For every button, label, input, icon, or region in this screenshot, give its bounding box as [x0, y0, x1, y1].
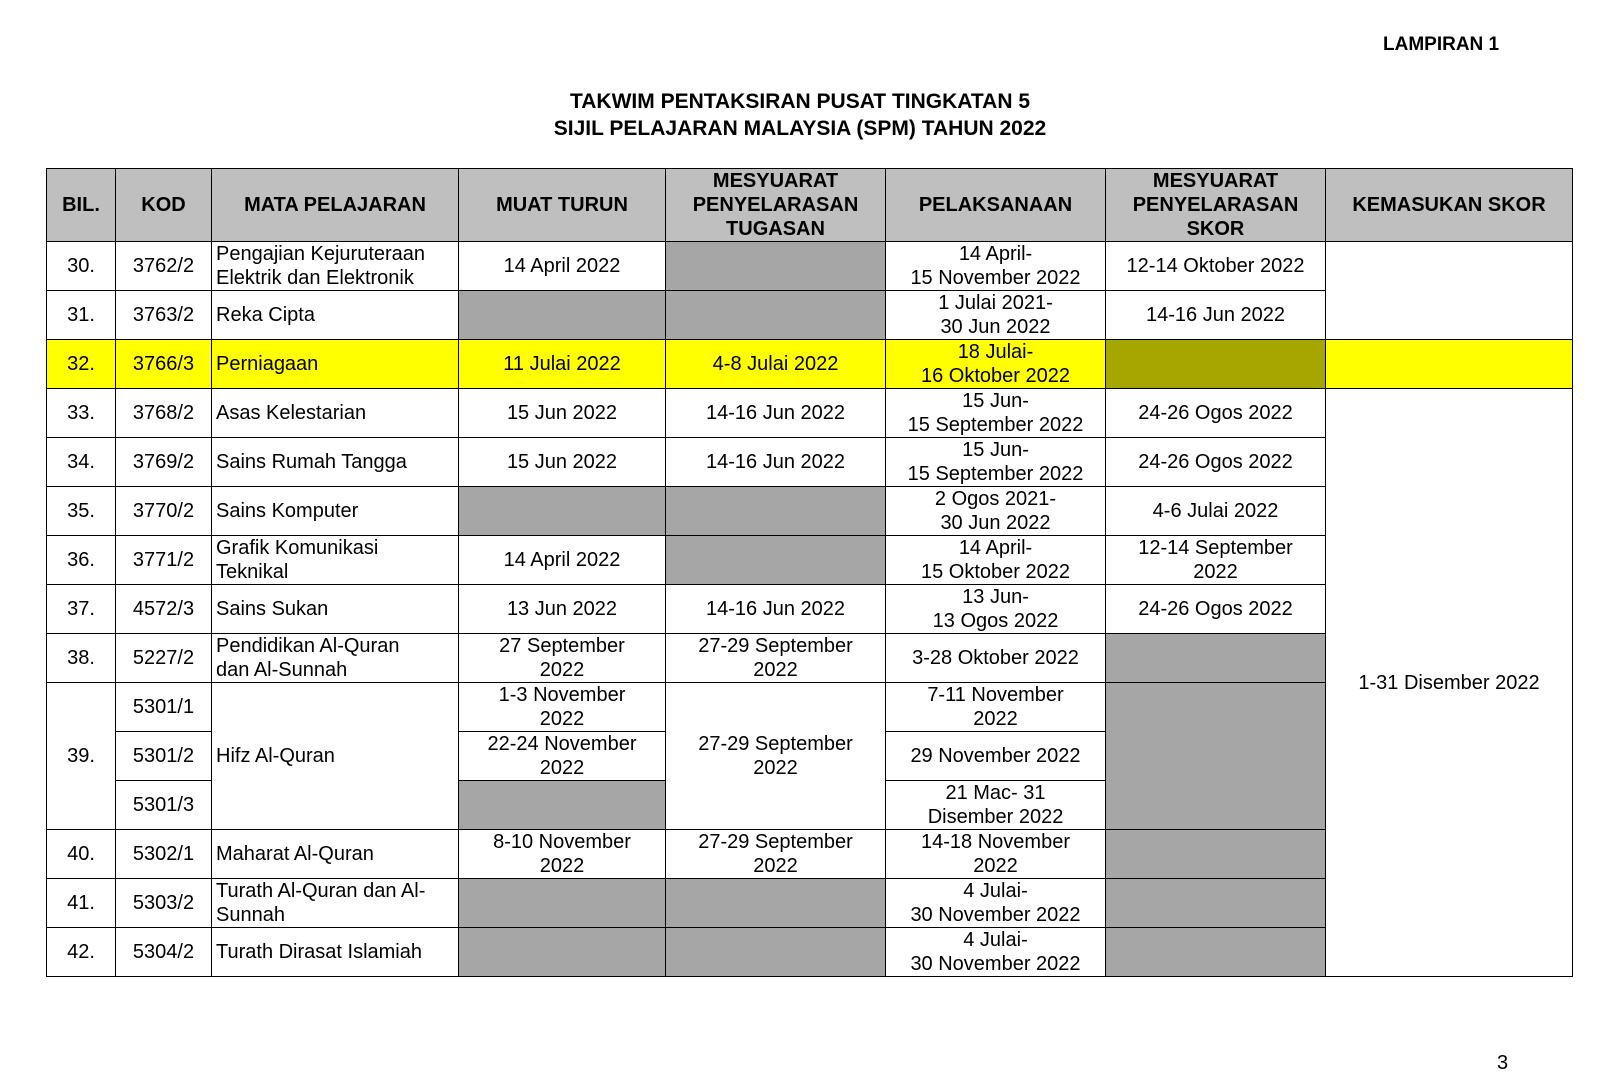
cell-line: Reka Cipta [216, 304, 315, 326]
cell-line: 30 Jun 2022 [940, 316, 1051, 338]
cell-line: 3770/2 [132, 500, 195, 522]
cell-line: 36. [67, 549, 95, 571]
header-bil: BIL. [47, 169, 116, 242]
cell-pelaksanaan [886, 291, 1106, 340]
cell-line: dan Al-Sunnah [216, 659, 348, 681]
cell-line: 32. [67, 353, 95, 375]
cell-mesyuarat-skor [1106, 634, 1326, 683]
cell-mata-pelajaran [212, 536, 459, 585]
cell-line: 12-14 September [1138, 537, 1293, 559]
cell-mesyuarat-tugasan [666, 389, 886, 438]
cell-muat-turun [459, 389, 666, 438]
cell-line: 18 Julai- [957, 341, 1034, 363]
cell-line: 2022 [753, 659, 798, 681]
cell-kod [116, 438, 212, 487]
cell-line: 41. [67, 892, 95, 914]
cell-line: 15 Oktober 2022 [921, 561, 1070, 583]
cell-kod [116, 585, 212, 634]
cell-line: 27-29 September [698, 831, 853, 853]
cell-mesyuarat-skor [1106, 389, 1326, 438]
cell-mata-pelajaran [212, 634, 459, 683]
cell-bil [47, 242, 116, 291]
cell-line: 27-29 September [698, 635, 853, 657]
cell-line: Sains Komputer [216, 500, 359, 522]
cell-line: Grafik Komunikasi [216, 537, 379, 559]
cell-line: 16 Oktober 2022 [921, 365, 1070, 387]
cell-line: 3766/3 [132, 353, 195, 375]
cell-mata-pelajaran [212, 438, 459, 487]
cell-muat-turun [459, 585, 666, 634]
cell-line: 15 November 2022 [910, 267, 1081, 289]
cell-line: 38. [67, 647, 95, 669]
cell-kod [116, 242, 212, 291]
cell-line: Sains Rumah Tangga [216, 451, 407, 473]
cell-line: 3769/2 [132, 451, 195, 473]
cell-bil [47, 340, 116, 389]
assessment-calendar-table [46, 168, 1573, 977]
cell-line: Disember 2022 [927, 806, 1064, 828]
cell-mesyuarat-tugasan [666, 830, 886, 879]
cell-kod [116, 634, 212, 683]
cell-mesyuarat-skor [1106, 487, 1326, 536]
cell-line: 5304/2 [132, 941, 195, 963]
cell-line: Perniagaan [216, 353, 319, 375]
cell-muat-turun [459, 781, 666, 830]
cell-pelaksanaan [886, 340, 1106, 389]
cell-bil [47, 634, 116, 683]
header-line: MESYUARAT [1152, 170, 1279, 192]
cell-muat-turun [459, 438, 666, 487]
cell-bil [47, 830, 116, 879]
cell-line: 4-8 Julai 2022 [712, 353, 839, 375]
cell-line: 3771/2 [132, 549, 195, 571]
cell-bil [47, 291, 116, 340]
cell-pelaksanaan [886, 732, 1106, 781]
cell-pelaksanaan [886, 242, 1106, 291]
cell-kod [116, 928, 212, 977]
cell-pelaksanaan [886, 585, 1106, 634]
cell-line: Hifz Al-Quran [216, 745, 335, 767]
header-line: PENYELARASAN [692, 194, 859, 216]
cell-line: 14 April- [958, 537, 1033, 559]
cell-line: 39. [67, 745, 95, 767]
cell-line: Turath Dirasat Islamiah [216, 941, 422, 963]
cell-pelaksanaan [886, 438, 1106, 487]
cell-kemasukan-skor-highlight [1326, 340, 1573, 389]
cell-line: 15 Jun 2022 [506, 451, 618, 473]
cell-line: 3-28 Oktober 2022 [912, 647, 1079, 669]
cell-line: 14-16 Jun 2022 [705, 598, 845, 620]
header-mesyuarat-skor [1106, 169, 1326, 242]
title-line-2: SIJIL PELAJARAN MALAYSIA (SPM) TAHUN 2022 [553, 117, 1047, 140]
cell-bil [47, 389, 116, 438]
cell-line: 4 Julai- [963, 880, 1028, 902]
header-mesyuarat-tugasan [666, 169, 886, 242]
cell-muat-turun [459, 732, 666, 781]
cell-mesyuarat-tugasan [666, 291, 886, 340]
cell-line: 1-3 November [498, 684, 626, 706]
cell-line: 34. [67, 451, 95, 473]
cell-line: 5303/2 [132, 892, 195, 914]
cell-kod [116, 536, 212, 585]
cell-line: Maharat Al-Quran [216, 843, 374, 865]
cell-line: 13 Jun 2022 [506, 598, 618, 620]
cell-mata-pelajaran [212, 389, 459, 438]
cell-line: 14-16 Jun 2022 [705, 451, 845, 473]
cell-pelaksanaan [886, 536, 1106, 585]
cell-pelaksanaan [886, 389, 1106, 438]
cell-line: 2022 [973, 708, 1018, 730]
cell-mata-pelajaran [212, 585, 459, 634]
cell-line: 15 September 2022 [907, 414, 1084, 436]
cell-line: 2022 [539, 659, 585, 681]
cell-pelaksanaan [886, 487, 1106, 536]
title-line-1: TAKWIM PENTAKSIRAN PUSAT TINGKATAN 5 [569, 90, 1031, 113]
cell-bil [47, 585, 116, 634]
cell-pelaksanaan [886, 781, 1106, 830]
cell-mesyuarat-tugasan [666, 683, 886, 830]
cell-mesyuarat-skor [1106, 242, 1326, 291]
cell-line: 14-18 November [921, 831, 1070, 853]
cell-line: 21 Mac- 31 [945, 782, 1046, 804]
cell-line: 2022 [539, 855, 585, 877]
cell-line: 3768/2 [132, 402, 195, 424]
cell-bil [47, 879, 116, 928]
cell-line: 13 Ogos 2022 [932, 610, 1059, 632]
cell-line: 5301/2 [132, 745, 195, 767]
cell-mesyuarat-tugasan [666, 879, 886, 928]
cell-mesyuarat-skor [1106, 585, 1326, 634]
cell-line: 3763/2 [132, 304, 195, 326]
cell-line: 1-31 Disember 2022 [1358, 671, 1540, 694]
table-row [47, 340, 1573, 389]
cell-kod [116, 830, 212, 879]
cell-pelaksanaan [886, 830, 1106, 879]
header-line: TUGASAN [726, 218, 825, 240]
cell-line: 35. [67, 500, 95, 522]
cell-line: 2022 [539, 708, 585, 730]
table-row [47, 242, 1573, 291]
cell-line: 5227/2 [132, 647, 195, 669]
cell-mata-pelajaran [212, 928, 459, 977]
cell-pelaksanaan [886, 928, 1106, 977]
header-kod: KOD [116, 169, 212, 242]
cell-line: 1 Julai 2021- [938, 292, 1053, 314]
cell-line: 8-10 November [493, 831, 631, 853]
cell-line: 2022 [1193, 561, 1238, 583]
cell-muat-turun [459, 536, 666, 585]
cell-line: 2022 [539, 757, 585, 779]
cell-line: Pendidikan Al-Quran [216, 635, 400, 657]
header-pelaksanaan: PELAKSANAAN [886, 169, 1106, 242]
cell-line: 30 Jun 2022 [940, 512, 1051, 534]
cell-muat-turun [459, 291, 666, 340]
cell-line: 14 April 2022 [503, 549, 621, 571]
document-title [0, 88, 1600, 142]
cell-mesyuarat-tugasan [666, 438, 886, 487]
cell-line: 14-16 Jun 2022 [1145, 304, 1285, 326]
cell-line: 12-14 Oktober 2022 [1126, 255, 1305, 277]
cell-line: Sains Sukan [216, 598, 329, 620]
cell-line: 14 April 2022 [503, 255, 621, 277]
cell-line: 7-11 November [927, 684, 1064, 706]
cell-mesyuarat-tugasan [666, 340, 886, 389]
cell-mata-pelajaran [212, 487, 459, 536]
cell-line: Sunnah [216, 904, 285, 926]
cell-mesyuarat-tugasan [666, 536, 886, 585]
cell-line: 2022 [753, 757, 798, 779]
cell-line: 4572/3 [132, 598, 195, 620]
cell-line: 31. [67, 304, 95, 326]
cell-kod [116, 781, 212, 830]
cell-bil [47, 536, 116, 585]
cell-kod [116, 340, 212, 389]
cell-line: 40. [67, 843, 95, 865]
cell-muat-turun [459, 928, 666, 977]
cell-pelaksanaan [886, 879, 1106, 928]
cell-line: 24-26 Ogos 2022 [1138, 402, 1293, 424]
header-line: SKOR [1186, 218, 1245, 240]
cell-line: 14 April- [958, 243, 1033, 265]
cell-muat-turun [459, 879, 666, 928]
annex-label: LAMPIRAN 1 [1383, 34, 1500, 55]
cell-line: 15 September 2022 [907, 463, 1084, 485]
cell-line: 15 Jun 2022 [506, 402, 618, 424]
cell-muat-turun [459, 634, 666, 683]
cell-line: Asas Kelestarian [216, 402, 367, 424]
cell-line: 33. [67, 402, 95, 424]
cell-kemasukan-skor-blank [1326, 242, 1573, 340]
cell-mesyuarat-skor [1106, 830, 1326, 879]
cell-line: 29 November 2022 [910, 745, 1081, 767]
cell-mesyuarat-skor [1106, 928, 1326, 977]
cell-line: Turath Al-Quran dan Al- [216, 880, 426, 902]
cell-mata-pelajaran [212, 291, 459, 340]
cell-bil [47, 683, 116, 830]
cell-mata-pelajaran [212, 242, 459, 291]
cell-mesyuarat-tugasan [666, 634, 886, 683]
cell-pelaksanaan [886, 634, 1106, 683]
cell-line: 42. [67, 941, 95, 963]
cell-bil [47, 928, 116, 977]
header-row [47, 169, 1573, 242]
cell-muat-turun [459, 830, 666, 879]
cell-line: 5301/3 [132, 794, 195, 816]
cell-line: 15 Jun- [962, 439, 1029, 461]
cell-line: 15 Jun- [962, 390, 1029, 412]
cell-line: 14-16 Jun 2022 [705, 402, 845, 424]
header-line: PENYELARASAN [1132, 194, 1299, 216]
cell-muat-turun [459, 683, 666, 732]
cell-bil [47, 487, 116, 536]
cell-kod [116, 291, 212, 340]
cell-muat-turun [459, 487, 666, 536]
cell-mesyuarat-skor [1106, 879, 1326, 928]
cell-mata-pelajaran [212, 683, 459, 830]
cell-line: Pengajian Kejuruteraan [216, 243, 426, 265]
cell-line: 2022 [973, 855, 1018, 877]
cell-kod [116, 732, 212, 781]
cell-mesyuarat-skor [1106, 438, 1326, 487]
cell-line: 5302/1 [132, 843, 195, 865]
cell-muat-turun [459, 242, 666, 291]
cell-line: 2 Ogos 2021- [934, 488, 1057, 510]
cell-kod [116, 683, 212, 732]
cell-mata-pelajaran [212, 340, 459, 389]
table-body [47, 242, 1573, 977]
cell-mesyuarat-tugasan [666, 242, 886, 291]
cell-kemasukan-skor [1326, 389, 1573, 977]
cell-line: Elektrik dan Elektronik [216, 267, 414, 289]
cell-mesyuarat-tugasan [666, 585, 886, 634]
cell-bil [47, 438, 116, 487]
cell-mesyuarat-tugasan [666, 928, 886, 977]
cell-line: 27 September [499, 635, 625, 657]
cell-line: 13 Jun- [962, 586, 1029, 608]
header-line: MESYUARAT [712, 170, 839, 192]
cell-line: 2022 [753, 855, 798, 877]
page-number: 3 [1497, 1052, 1509, 1074]
cell-line: 30 November 2022 [910, 953, 1081, 975]
cell-line: 11 Julai 2022 [503, 353, 621, 375]
cell-muat-turun [459, 340, 666, 389]
cell-line: 3762/2 [132, 255, 195, 277]
cell-mesyuarat-tugasan [666, 487, 886, 536]
cell-line: 24-26 Ogos 2022 [1138, 451, 1293, 473]
cell-line: 27-29 September [698, 733, 853, 755]
cell-line: 24-26 Ogos 2022 [1138, 598, 1293, 620]
cell-mesyuarat-skor [1106, 291, 1326, 340]
cell-line: 4-6 Julai 2022 [1152, 500, 1279, 522]
header-mata-pelajaran: MATA PELAJARAN [212, 169, 459, 242]
header-kemasukan-skor: KEMASUKAN SKOR [1326, 169, 1573, 242]
header-muat-turun: MUAT TURUN [459, 169, 666, 242]
cell-line: 22-24 November [487, 733, 637, 755]
cell-kod [116, 879, 212, 928]
table-row [47, 389, 1573, 438]
cell-line: 4 Julai- [963, 929, 1028, 951]
cell-pelaksanaan [886, 683, 1106, 732]
cell-line: 37. [67, 598, 95, 620]
cell-mesyuarat-skor [1106, 340, 1326, 389]
cell-line: 30 November 2022 [910, 904, 1081, 926]
cell-line: Teknikal [216, 561, 289, 583]
cell-line: 5301/1 [132, 696, 195, 718]
cell-kod [116, 389, 212, 438]
cell-mesyuarat-skor [1106, 536, 1326, 585]
cell-mata-pelajaran [212, 879, 459, 928]
cell-line: 30. [67, 255, 95, 277]
cell-mata-pelajaran [212, 830, 459, 879]
cell-kod [116, 487, 212, 536]
cell-mesyuarat-skor [1106, 683, 1326, 830]
